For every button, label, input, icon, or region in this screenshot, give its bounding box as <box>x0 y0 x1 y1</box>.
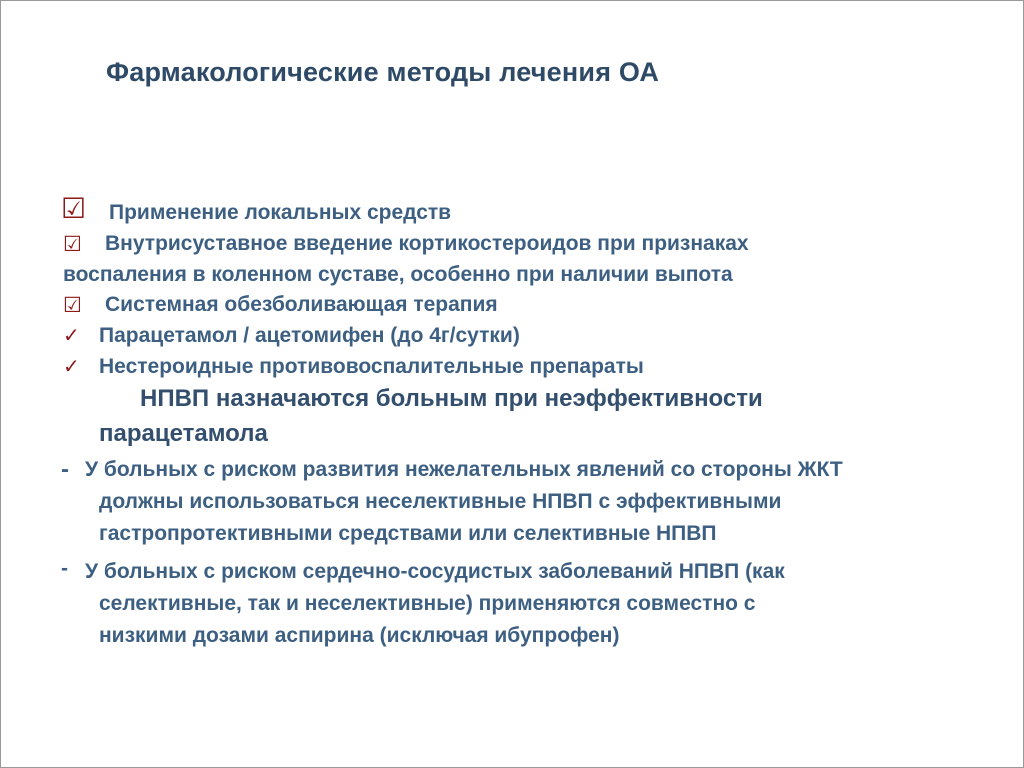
checkbox-icon: ☑ <box>63 293 82 317</box>
dash-marker: - <box>61 456 69 483</box>
cv-risk-line2: селективные, так и неселективные) применяются совместно с <box>99 592 756 615</box>
checkbox-icon: ☑ <box>63 232 82 256</box>
bullet-intraarticular-line1: Внутрисуставное введение кортикостероидов при признаках <box>105 232 749 255</box>
check-nsaids: Нестероидные противовоспалительные препараты <box>99 355 644 378</box>
bullet-systemic-therapy: Системная обезболивающая терапия <box>105 293 498 316</box>
cv-risk-line1: У больных с риском сердечно-сосудистых заболеваний НПВП (как <box>85 560 785 583</box>
check-paracetamol: Парацетамол / ацетомифен (до 4г/сутки) <box>99 324 520 347</box>
dash-marker: - <box>61 557 68 580</box>
gi-risk-line3: гастропротективными средствами или селективные НПВП <box>99 522 717 545</box>
nsaid-statement-line1: НПВП назначаются больным при неэффективности <box>140 385 763 412</box>
checkbox-icon: ☑ <box>61 192 87 225</box>
bullet-intraarticular-line2: воспаления в коленном суставе, особенно при наличии выпота <box>63 263 733 286</box>
check-icon: ✓ <box>63 356 80 378</box>
check-icon: ✓ <box>63 325 80 347</box>
gi-risk-line1: У больных с риском развития нежелательных явлений со стороны ЖКТ <box>85 458 843 481</box>
cv-risk-line3: низкими дозами аспирина (исключая ибупрофен) <box>99 624 620 647</box>
nsaid-statement-line2: парацетамола <box>99 420 268 447</box>
gi-risk-line2: должны использоваться неселективные НПВП с эффективными <box>99 490 782 513</box>
slide-title: Фармакологические методы лечения ОА <box>106 57 660 87</box>
bullet-local-agents: Применение локальных средств <box>109 201 452 224</box>
